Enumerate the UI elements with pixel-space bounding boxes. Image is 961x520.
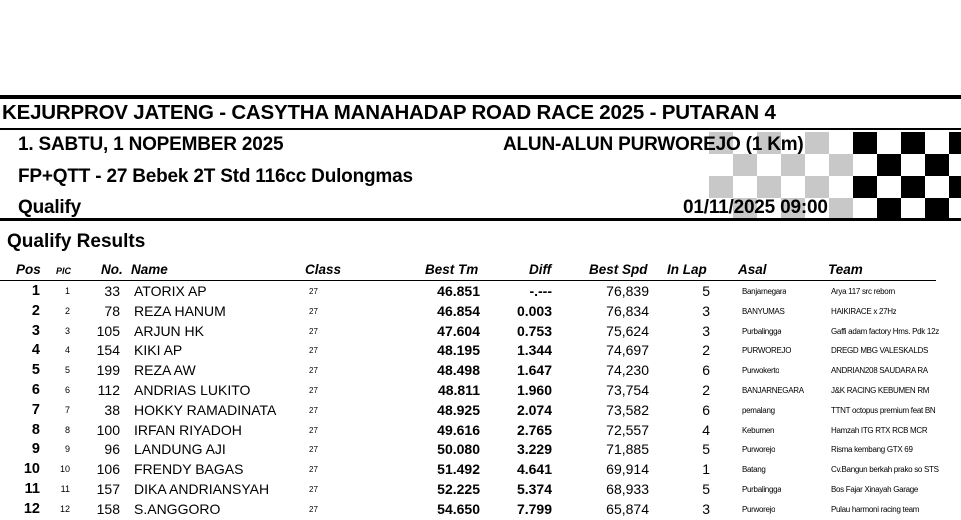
checker-square xyxy=(877,154,901,176)
cell-spd: 76,839 xyxy=(606,283,649,299)
checker-square xyxy=(733,176,757,198)
cell-pic: 8 xyxy=(64,424,70,435)
cell-pos: 5 xyxy=(31,362,40,379)
cell-asal: Purbalingga xyxy=(742,326,782,336)
cell-cls: 27 xyxy=(309,386,318,395)
cell-cls: 27 xyxy=(309,287,318,296)
cell-no: 38 xyxy=(104,401,120,418)
cell-no: 106 xyxy=(96,461,120,478)
table-row xyxy=(0,401,961,421)
cell-no: 96 xyxy=(104,441,120,458)
cell-spd: 68,933 xyxy=(606,481,649,497)
cell-pos: 3 xyxy=(31,322,40,339)
cell-pic: 4 xyxy=(64,345,70,356)
table-row xyxy=(0,480,961,500)
cell-cls: 27 xyxy=(309,346,318,356)
table-row xyxy=(0,440,961,460)
cell-asal: Banjarnegara xyxy=(742,287,787,296)
col-diff-header: Diff xyxy=(529,262,552,277)
checker-square xyxy=(805,154,829,176)
cell-lap: 6 xyxy=(702,401,710,418)
cell-pos: 4 xyxy=(31,342,40,359)
checker-square xyxy=(901,132,925,154)
cell-spd: 73,582 xyxy=(606,401,649,418)
cell-asal: Purbalingga xyxy=(742,485,782,494)
checker-square xyxy=(901,154,925,176)
cell-diff: 1.647 xyxy=(516,362,552,379)
checker-square xyxy=(757,154,781,176)
cell-asal: Purwokerto xyxy=(742,366,780,376)
col-best-header: Best Tm xyxy=(425,262,479,277)
cell-no: 33 xyxy=(104,283,120,299)
table-row xyxy=(0,282,961,302)
table-row xyxy=(0,421,961,441)
checker-square xyxy=(949,154,961,176)
checker-square xyxy=(829,198,853,220)
col-team-header: Team xyxy=(828,262,863,277)
cell-spd: 74,230 xyxy=(606,362,649,379)
cell-spd: 72,557 xyxy=(606,421,649,438)
cell-best: 46.851 xyxy=(437,283,480,299)
col-no-header: No. xyxy=(101,262,123,277)
cell-cls: 27 xyxy=(309,326,318,336)
cell-pic: 3 xyxy=(64,325,70,336)
col-lap-header: In Lap xyxy=(667,262,707,277)
cell-diff: 0.753 xyxy=(516,322,552,339)
race-day: 1. SABTU, 1 NOPEMBER 2025 xyxy=(18,134,284,155)
cell-spd: 75,624 xyxy=(606,322,649,339)
class-description: FP+QTT - 27 Bebek 2T Std 116cc Dulongmas xyxy=(18,166,413,187)
table-row xyxy=(0,322,961,342)
cell-no: 100 xyxy=(96,421,120,438)
results-title: Qualify Results xyxy=(7,231,146,252)
checker-square xyxy=(853,132,877,154)
cell-best: 48.925 xyxy=(437,401,480,418)
cell-name: IRFAN RIYADOH xyxy=(134,421,242,438)
table-row xyxy=(0,460,961,480)
cell-diff: 5.374 xyxy=(516,481,552,497)
cell-no: 158 xyxy=(96,500,120,517)
cell-lap: 5 xyxy=(702,283,710,299)
cell-lap: 6 xyxy=(702,362,710,379)
col-pos-header: Pos xyxy=(16,262,41,277)
cell-cls: 27 xyxy=(309,445,318,455)
cell-team: ANDRIAN208 SAUDARA RA xyxy=(831,366,928,376)
cell-asal: BANYUMAS xyxy=(742,306,785,316)
checker-square xyxy=(853,154,877,176)
cell-team: Pulau harmoni racing team xyxy=(831,504,920,514)
cell-diff: 2.765 xyxy=(516,421,552,438)
cell-team: HAIKIRACE x 27Hz xyxy=(831,306,897,316)
cell-no: 105 xyxy=(96,322,120,339)
cell-pic: 9 xyxy=(64,444,70,455)
checker-square xyxy=(901,176,925,198)
col-asal-header: Asal xyxy=(738,262,767,277)
cell-spd: 74,697 xyxy=(606,342,649,359)
cell-no: 112 xyxy=(97,382,120,398)
cell-lap: 2 xyxy=(702,382,710,398)
cell-cls: 27 xyxy=(309,366,318,376)
checker-square xyxy=(829,132,853,154)
checker-square xyxy=(709,176,733,198)
cell-name: KIKI AP xyxy=(134,342,183,359)
cell-best: 46.854 xyxy=(437,302,480,319)
checker-square xyxy=(829,154,853,176)
checker-square xyxy=(757,176,781,198)
cell-best: 50.080 xyxy=(437,441,480,458)
checker-square xyxy=(829,176,853,198)
session-datetime: 01/11/2025 09:00 xyxy=(683,197,828,218)
checker-square xyxy=(901,198,925,220)
table-row xyxy=(0,341,961,361)
cell-pos: 2 xyxy=(31,302,40,319)
checker-square xyxy=(733,154,757,176)
cell-name: ANDRIAS LUKITO xyxy=(134,382,251,398)
checker-square xyxy=(925,132,949,154)
cell-pos: 8 xyxy=(31,421,40,438)
cell-no: 78 xyxy=(104,302,120,319)
cell-asal: pemalang xyxy=(742,405,775,415)
cell-pos: 1 xyxy=(31,283,40,299)
cell-pos: 10 xyxy=(23,461,40,478)
cell-spd: 69,914 xyxy=(606,461,649,478)
cell-spd: 73,754 xyxy=(606,382,649,398)
cell-team: Bos Fajar Xinayah Garage xyxy=(831,485,919,494)
event-title: KEJURPROV JATENG - CASYTHA MANAHADAP ROAD RACE 2025 - PUTARAN 4 xyxy=(2,101,776,124)
cell-pos: 7 xyxy=(31,401,40,418)
cell-cls: 27 xyxy=(309,306,318,316)
cell-lap: 3 xyxy=(702,500,710,517)
cell-name: FRENDY BAGAS xyxy=(134,461,244,478)
cell-team: Risma kembang GTX 69 xyxy=(831,445,913,455)
cell-name: LANDUNG AJI xyxy=(134,441,226,458)
cell-pic: 1 xyxy=(64,286,70,296)
cell-no: 154 xyxy=(96,342,120,359)
cell-asal: Purworejo xyxy=(742,504,776,514)
cell-pos: 9 xyxy=(31,441,40,458)
checker-square xyxy=(949,176,961,198)
checker-square xyxy=(781,154,805,176)
cell-name: REZA HANUM xyxy=(134,302,226,319)
cell-best: 48.498 xyxy=(437,362,480,379)
cell-cls: 27 xyxy=(309,504,318,514)
cell-diff: -.--- xyxy=(529,283,552,299)
checker-square xyxy=(781,176,805,198)
cell-team: Gaffi adam factory Hms. Pdk 12z xyxy=(831,326,939,336)
cell-lap: 3 xyxy=(702,322,710,339)
cell-lap: 4 xyxy=(702,421,710,438)
table-row xyxy=(0,500,961,520)
cell-best: 48.195 xyxy=(437,342,480,359)
col-speed-header: Best Spd xyxy=(589,262,648,277)
checker-square xyxy=(805,132,829,154)
cell-team: Hamzah ITG RTX RCB MCR xyxy=(831,425,928,435)
cell-team: TTNT octopus premium feat BN xyxy=(831,405,936,415)
cell-pic: 2 xyxy=(64,305,70,316)
col-class-header: Class xyxy=(305,262,342,277)
session-name: Qualify xyxy=(18,197,82,218)
cell-name: S.ANGGORO xyxy=(134,500,221,517)
cell-team: Cv.Bangun berkah prako so STS xyxy=(831,465,939,475)
cell-pos: 12 xyxy=(23,500,40,517)
table-row xyxy=(0,302,961,322)
cell-name: ATORIX AP xyxy=(134,283,207,299)
checker-square xyxy=(853,198,877,220)
cell-diff: 3.229 xyxy=(516,441,552,458)
cell-pic: 6 xyxy=(64,385,70,395)
cell-cls: 27 xyxy=(309,485,318,494)
cell-diff: 2.074 xyxy=(516,401,552,418)
cell-name: DIKA ANDRIANSYAH xyxy=(134,481,270,497)
cell-best: 51.492 xyxy=(437,461,480,478)
cell-pos: 6 xyxy=(31,382,40,398)
checker-square xyxy=(925,154,949,176)
column-header-underline xyxy=(0,280,936,281)
cell-team: DREGD MBG VALESKALDS xyxy=(831,346,928,356)
cell-diff: 4.641 xyxy=(516,461,552,478)
cell-lap: 2 xyxy=(702,342,710,359)
cell-best: 52.225 xyxy=(437,481,480,497)
header-bottom-rule xyxy=(0,218,961,221)
table-row xyxy=(0,381,961,401)
cell-spd: 76,834 xyxy=(606,302,649,319)
cell-team: Arya 117 src reborn xyxy=(831,287,895,296)
cell-asal: Kebumen xyxy=(742,425,775,435)
checker-square xyxy=(805,176,829,198)
cell-cls: 27 xyxy=(309,465,318,475)
cell-cls: 27 xyxy=(309,425,318,435)
cell-no: 157 xyxy=(96,481,120,497)
checker-square xyxy=(925,198,949,220)
cell-pic: 12 xyxy=(59,503,70,514)
cell-pos: 11 xyxy=(24,481,40,497)
cell-name: ARJUN HK xyxy=(134,322,205,339)
col-name-header: Name xyxy=(131,262,168,277)
cell-best: 47.604 xyxy=(437,322,480,339)
cell-name: REZA AW xyxy=(134,362,196,379)
checker-square xyxy=(853,176,877,198)
title-underline xyxy=(0,128,961,130)
cell-spd: 71,885 xyxy=(606,441,649,458)
cell-name: HOKKY RAMADINATA xyxy=(134,401,277,418)
cell-lap: 3 xyxy=(702,302,710,319)
cell-diff: 0.003 xyxy=(516,302,552,319)
col-pic-header: PIC xyxy=(56,266,72,276)
cell-asal: PURWOREJO xyxy=(742,346,792,356)
cell-pic: 5 xyxy=(64,365,70,376)
cell-best: 49.616 xyxy=(437,421,480,438)
cell-lap: 5 xyxy=(702,481,710,497)
cell-pic: 7 xyxy=(64,404,70,415)
cell-asal: Purworejo xyxy=(742,445,776,455)
cell-pic: 11 xyxy=(60,484,70,494)
header-top-rule xyxy=(0,95,961,99)
cell-diff: 1.960 xyxy=(516,382,552,398)
checker-square xyxy=(925,176,949,198)
cell-asal: Batang xyxy=(742,465,766,475)
checker-square xyxy=(709,154,733,176)
table-row xyxy=(0,361,961,381)
cell-lap: 1 xyxy=(702,461,710,478)
checker-square xyxy=(949,132,961,154)
cell-best: 54.650 xyxy=(437,500,480,517)
checker-square xyxy=(877,198,901,220)
venue: ALUN-ALUN PURWOREJO (1 Km) xyxy=(503,134,804,155)
cell-pic: 10 xyxy=(59,464,70,475)
checker-square xyxy=(949,198,961,220)
cell-spd: 65,874 xyxy=(606,500,649,517)
cell-diff: 1.344 xyxy=(516,342,552,359)
cell-best: 48.811 xyxy=(437,382,480,398)
checker-square xyxy=(877,132,901,154)
cell-cls: 27 xyxy=(309,405,318,415)
cell-lap: 5 xyxy=(702,441,710,458)
cell-no: 199 xyxy=(96,362,120,379)
cell-asal: BANJARNEGARA xyxy=(742,386,804,395)
cell-diff: 7.799 xyxy=(516,500,552,517)
cell-team: J&K RACING KEBUMEN RM xyxy=(831,386,930,395)
checker-square xyxy=(877,176,901,198)
